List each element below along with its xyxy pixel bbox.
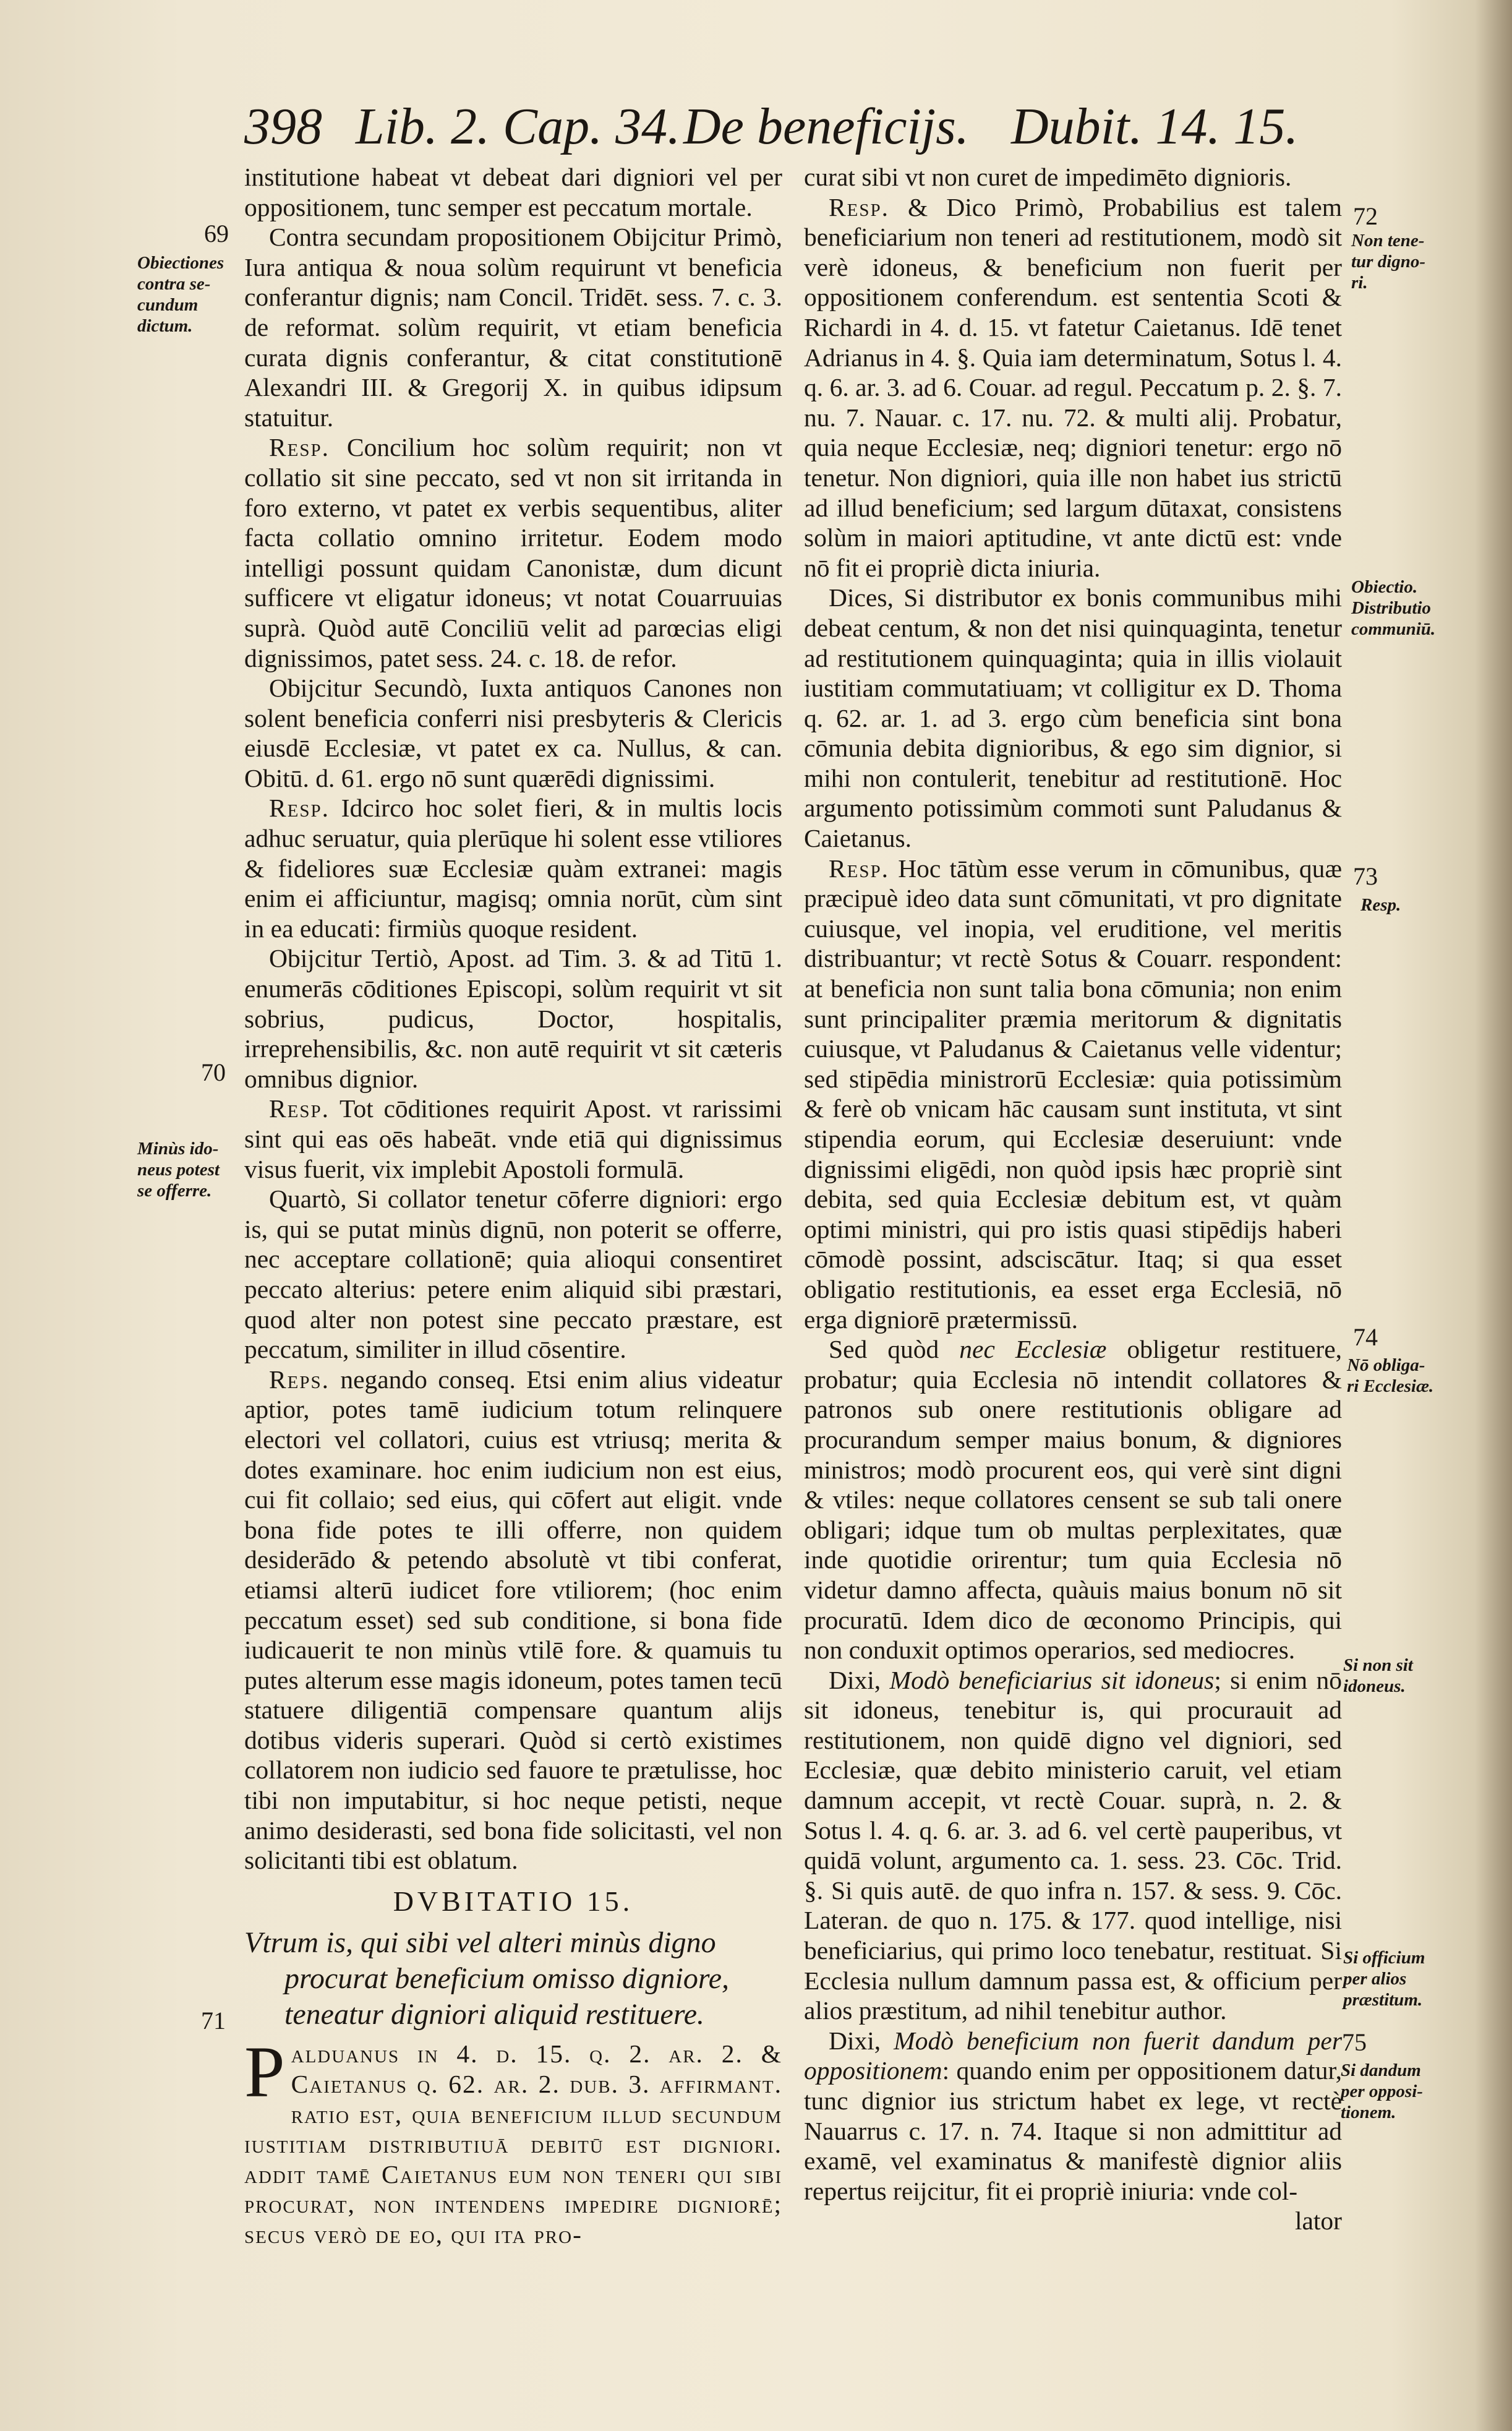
- italic-phrase: Modò beneficium non fuerit dandum per oppositionem: [804, 2026, 1343, 2085]
- section-number-70: 70: [201, 1058, 226, 1086]
- note-line: ri Ecclesiæ.: [1347, 1376, 1434, 1396]
- running-title: De beneficijs.: [683, 98, 969, 155]
- question-line: Vtrum is, qui sibi vel alteri minùs digno: [244, 1926, 716, 1960]
- margin-note-non-tenetur: [1351, 230, 1425, 293]
- right-paragraph: [804, 2026, 1342, 2206]
- italic-phrase: Modò beneficiarius sit idoneus: [889, 1665, 1215, 1694]
- margin-note-si-non-idoneus: [1343, 1655, 1413, 1697]
- note-line: Si dandum: [1341, 2060, 1421, 2080]
- right-paragraph: [804, 1334, 1342, 1665]
- right-paragraph: [804, 854, 1342, 1335]
- note-line: præstitum.: [1343, 1990, 1423, 2010]
- left-paragraph: [244, 1365, 782, 1876]
- note-line: idoneus.: [1343, 1676, 1406, 1696]
- note-line: tur digno-: [1351, 252, 1426, 272]
- note-line: Si officium: [1343, 1948, 1425, 1968]
- paragraph-text: Hoc tātùm esse verum in cōmunibus, quæ præcipuè ideo data sunt cōmunitati, vt pro dignitate cuiusque, vel inopia, vel eruditione, vel meritis distribuantur; vt rectè Sotus & Couarr. respondent: at beneficia non sunt talia bona cōmunia; non enim sunt principaliter præmia meritorum & dignitatis cuiusque, vt Paludanus & Caietanus velle videntur; sed stipēdia ministrorū Ecclesiæ: quia potissimùm & ferè ob vnicam hāc causam sunt instituta, vt sint stipendia eorum, qui Ecclesiæ deseruiunt: vnde dignissimi eligēdi, non quòd ipsis hæc propriè sint debita, sed quia Ecclesiæ debitum est, vt quàm optimi ministri, qui pro istis quasi stipēdijs haberi cōmodè possint, adsciscātur. Itaq; si qua esset obligatio restitutionis, ea esset erga Ecclesiā, nō erga digniorē prætermissū.: [804, 854, 1342, 1334]
- note-line: per alios: [1343, 1969, 1407, 1989]
- note-line: Obiectiones: [137, 253, 224, 273]
- left-paragraph: [244, 1094, 782, 1184]
- note-line: per opposi-: [1341, 2082, 1423, 2101]
- note-line: dictum.: [137, 316, 193, 336]
- right-column: [804, 162, 1342, 2364]
- question-line: procurat beneficium omisso digniore,: [284, 1962, 730, 1996]
- paragraph-text: Tot cōditiones requirit Apost. vt rarissimi sint qui eas oēs habeāt. vnde etiā qui dignissimus visus fuerit, vix implebit Apostoli formulā.: [244, 1094, 782, 1183]
- margin-note-non-obligari: [1347, 1355, 1433, 1397]
- margin-note-obiectio: [1351, 577, 1435, 640]
- note-line: Non tene-: [1351, 231, 1425, 251]
- note-line: communiū.: [1351, 619, 1436, 639]
- margin-note-resp: Resp.: [1360, 895, 1401, 915]
- left-paragraph: Quartò, Si collator tenetur cōferre digniori: ergo is, qui se putat minùs dignū, non poterit se offerre, nec acceptare collationē; quia alioqui consentiret peccato alterius: petere enim aliquid sibi præstari, quod alter non potest sine peccato præstare, est peccatum, similiter in illud cōsentire.: [244, 1185, 782, 1364]
- running-header: [244, 93, 1357, 161]
- paragraph-text: : quando enim per oppositionem datur, tunc dignior ius strictum habet ex lege, vt rectè Nauarrus c. 17. n. 74. Itaque si non admittitur ad examē, vel examinatus & manifestè dignior aliis repertus reijcitur, fit ei propriè iniuria: vnde col-: [804, 2056, 1342, 2205]
- note-line: tionem.: [1341, 2103, 1396, 2122]
- section-number-75: 75: [1342, 2028, 1367, 2056]
- margin-note-minus-idoneus: [137, 1138, 220, 1201]
- left-paragraph: [244, 793, 782, 943]
- left-paragraph: [244, 2031, 782, 2249]
- dubitatio-heading: DVBITATIO 15.: [393, 1885, 634, 1917]
- page-edge-shadow: [1475, 0, 1512, 2431]
- dubitatio-question: [244, 1925, 782, 2033]
- right-paragraph: [804, 192, 1342, 583]
- paragraph-text: obligetur restituere, probatur; quia Ecclesia nō intendit collatores & patronos sub onere restitutionis obligare ad procurandum semper maius bonum, & digniores ministros; modò procurent eos, qui verè sint digni & vtiles: neque collatores censent se sub tali onere obligari; idque tum ob multas perplexitates, quæ inde quotidie orirentur; tum quia Ecclesia nō videtur damno affecta, quàuis maius bonum nō sit procuratū. Idem dico de œconomo Principis, qui non conduxit optimos operarios, sed mediocres.: [804, 1335, 1343, 1665]
- margin-note-si-dandum: [1341, 2060, 1423, 2123]
- resp-lead: Resp.: [269, 433, 330, 462]
- left-paragraph: Obijcitur Tertiò, Apost. ad Tim. 3. & ad Titū 1. enumerās cōditiones Episcopi, solùm requirit vt sit sobrius, pudicus, Doctor, hospitalis, irreprehensibilis, &c. non autē requirit vt sit cæteris omnibus dignior.: [244, 944, 782, 1093]
- resp-lead: Reps.: [269, 1365, 330, 1394]
- section-number-74: 74: [1353, 1323, 1378, 1351]
- resp-lead: Resp.: [829, 192, 890, 221]
- page-number: 398: [244, 98, 322, 155]
- left-paragraph: Obijcitur Secundò, Iuxta antiquos Canones non solent beneficia conferri nisi presbyteris & Clericis eiusdē Ecclesiæ, vt patet ex ca. Nullus, & can. Obitū. d. 61. ergo nō sunt quærēdi dignissimi.: [244, 674, 782, 792]
- paragraph-text: Dixi,: [829, 1665, 890, 1694]
- note-line: contra se-: [137, 274, 211, 294]
- paragraph-text: Sed quòd: [829, 1335, 960, 1364]
- note-line: Nō obliga-: [1347, 1355, 1425, 1375]
- left-column: [244, 162, 782, 2364]
- paragraph-text: ; si enim nō sit idoneus, tenebitur is, qui procurauit ad restitutionem, non quidē digno vel digniori, sed Ecclesiæ, quæ debito ministerio caruit, vel etiam damnum accepit, vt rectè Couar. suprà, n. 2. & Sotus l. 4. q. 6. ar. 3. ad 6. vel certè pauperibus, vt quidā volunt, argumento ca. 1. sess. 23. Cōc. Trid. §. Si quis autē. de quo infra n. 157. & sess. 9. Cōc. Lateran. de quo n. 175. & 177. quod intellige, nisi beneficiarius, qui primo loco tenebatur, restituat. Si Ecclesia nullum damnum passa est, & officium per alios præstitum, ad nihil tenebitur author.: [804, 1665, 1343, 2025]
- paragraph-text: & Dico Primò, Probabilius est talem beneficiarium non teneri ad restitutionem, modò sit verè idoneus, & beneficium non fuerit per oppositionem conferendum. est sententia Scoti & Richardi in 4. d. 15. vt fatetur Caietanus. Idē tenet Adrianus in 4. §. Quia iam determinatum, Sotus l. 4. q. 6. ar. 3. ad 6. Couar. ad regul. Peccatum p. 2. §. 7. nu. 7. Nauar. c. 17. nu. 72. & multi alij. Probatur, quia neque Ecclesiæ, neq; digniori tenetur: ergo nō tenetur. Non digniori, quia ille non habet ius strictū ad illud beneficium; sed largum dūtaxat, consistens solùm in maiori aptitudine, vt ante dictū est: vnde nō fit ei propriè dicta iniuria.: [804, 192, 1343, 582]
- left-paragraph: institutione habeat vt debeat dari digniori vel per oppositionem, tunc semper est peccatum mortale.: [244, 163, 782, 221]
- note-line: neus potest: [137, 1160, 220, 1180]
- resp-lead: Resp.: [269, 1094, 330, 1123]
- dubitatio-range: Dubit. 14. 15.: [1011, 98, 1299, 155]
- section-number-72: 72: [1353, 202, 1378, 230]
- note-line: ri.: [1351, 273, 1368, 293]
- right-paragraph: Dices, Si distributor ex bonis communibus mihi debeat centum, & non det nisi quinquaginta, tenetur ad restitutionem quinquaginta; quia in illis violauit iustitiam commutatiuam; vt colligitur ex D. Thoma q. 62. ar. 1. ad 3. ergo cùm beneficia sint bona cōmunia debita dignioribus, & ego sim dignior, si mihi non contulerit, tenebitur ad restitutionē. Hoc argumento potissimùm commoti sunt Paludanus & Caietanus.: [804, 583, 1342, 853]
- book-chapter: Lib. 2. Cap. 34.: [356, 98, 681, 155]
- right-paragraph: curat sibi vt non curet de impedimēto dignioris.: [804, 163, 1292, 191]
- note-line: Distributio: [1351, 598, 1431, 618]
- note-line: Si non sit: [1343, 1655, 1413, 1675]
- paragraph-text: negando conseq. Etsi enim alius videatur aptior, potes tamē iudicium totum relinquere electori vel collatori, cuius est vtriusq; merita & dotes examinare. hoc enim iudicium non est eius, cui fit collaio; sed eius, qui cōfert aut eligit. vnde bona fide potes te illi offerre, non quidem desiderādo & petendo absolutè vt tibi conferat, etiamsi alterū iudicet fore vtiliorem; (hoc enim peccatum esset) sed sub conditione, si bona fide iudicauerit te non minùs vtilē fore. & quamuis tu putes alterum esse magis idoneum, potes tamen tecū statuere diligentiā compensare quantum alijs dotibus videris superari. Quòd si certò existimes collatorem non iudicio sed fauore te prætulisse, hoc tibi non imputabitur, si hoc neque petisti, neque animo desiderasti, sed bona fide solicitasti, vel non solicitanti tibi est oblatum.: [244, 1365, 782, 1875]
- margin-note-obiectiones: [137, 252, 224, 337]
- note-line: Obiectio.: [1351, 577, 1418, 597]
- paragraph-text: alduanus in 4. d. 15. q. 2. ar. 2. & Caietanus q. 62. ar. 2. dub. 3. affirmant. ratio est, quia beneficium illud secundum iustitiam distributiuā debitū est digniori. addit tamē Caietanus eum non teneri qui sibi procurat, non intendens impedire digniorē; secus verò de eo, qui ita pro-: [244, 2039, 782, 2249]
- section-number-71: 71: [201, 2007, 226, 2034]
- note-line: se offerre.: [137, 1181, 212, 1201]
- resp-lead: Resp.: [829, 854, 890, 883]
- paragraph-text: Idcirco hoc solet fieri, & in multis locis adhuc seruatur, quia plerūque hi solent esse vtiliores & fideliores suæ Ecclesiæ quàm extranei: magis enim ei afficiuntur, magisq; omnia norūt, cùm sint in ea educati: firmiùs quoque resident.: [244, 794, 783, 943]
- note-line: cundum: [137, 295, 199, 315]
- paragraph-text: Dixi,: [829, 2026, 894, 2055]
- drop-cap: P: [244, 2031, 285, 2113]
- italic-phrase: nec Ecclesiæ: [959, 1335, 1107, 1364]
- left-paragraph: Contra secundam propositionem Obijcitur Primò, Iura antiqua & noua solùm requirunt vt beneficia conferantur dignis; nam Concil. Tridēt. sess. 7. c. 3. de reformat. solùm requirit, vt etiam beneficia curata dignis conferantur, & citat constitutionē Alexandri III. & Gregorij X. in quibus idipsum statuitur.: [244, 223, 782, 432]
- paragraph-text: Concilium hoc solùm requirit; non vt collatio sit sine peccato, sed vt non sit irritanda in foro externo, vt patet ex verbis sequentibus, aliter facta collatio omnino irritetur. Eodem modo intelligi possunt quidam Canonistæ, dum dicunt sufficere vt eligatur idoneus; vt notat Couarruuias suprà. Quòd autē Conciliū velit ad parœcias eligi dignissimos, patet sess. 24. c. 18. de refor.: [244, 433, 782, 672]
- note-line: Minùs ido-: [137, 1139, 219, 1159]
- left-paragraph: [244, 432, 782, 673]
- resp-lead: Resp.: [269, 794, 330, 823]
- right-paragraph: [804, 1665, 1342, 2026]
- section-number-69: 69: [204, 220, 229, 247]
- margin-note-si-officium: [1343, 1947, 1425, 2010]
- question-line: teneatur digniori aliquid restituere.: [284, 1998, 705, 2031]
- catchword: lator: [1294, 2206, 1342, 2236]
- section-number-73: 73: [1353, 862, 1378, 890]
